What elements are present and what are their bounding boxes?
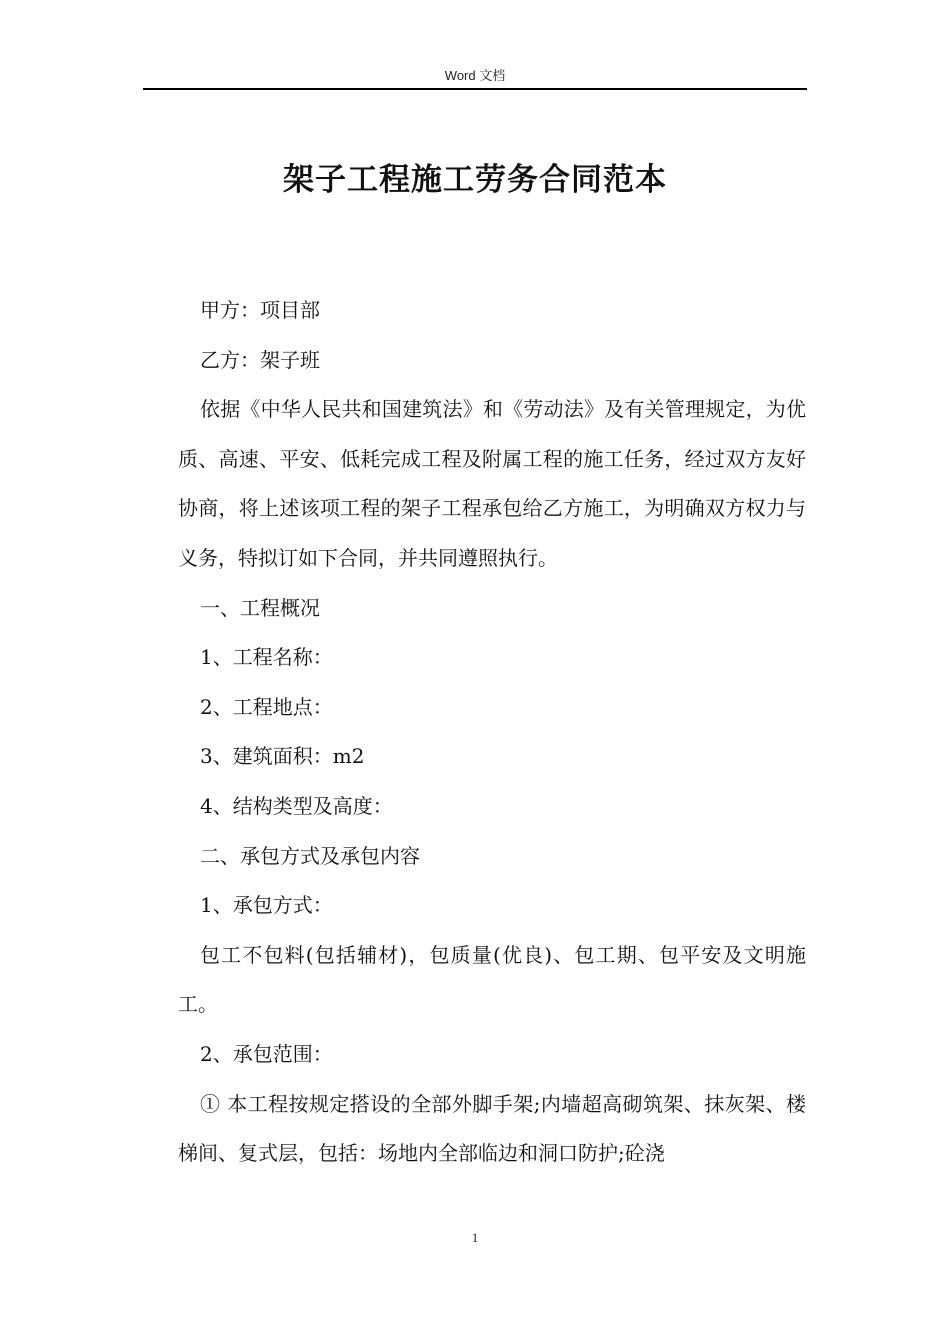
paragraph-party-a: 甲方：项目部 xyxy=(200,298,320,322)
header-label: Word 文档 xyxy=(444,68,506,83)
list-item-contract-scope: 2、承包范围： xyxy=(200,1041,333,1066)
paragraph-contract-method-detail: 包工不包料(包括辅材)，包质量(优良)、包工期、包平安及文明施工。 xyxy=(178,942,806,1017)
paragraph-preamble: 依据《中华人民共和国建筑法》和《劳动法》及有关管理规定，为优质、高速、平安、低耗完成工程及附属工程的施工任务，经过双方友好协商，将上述该项工程的架子工程承包给乙方施工，为明确双方权力与义务，特拟订如下合同，并共同遵照执行。 xyxy=(178,397,806,570)
list-item-project-location: 2、工程地点： xyxy=(200,694,333,719)
page-number: 1 xyxy=(471,1230,479,1245)
paragraph-party-b: 乙方：架子班 xyxy=(200,347,320,372)
page-header xyxy=(143,66,807,90)
list-item-contract-method: 1、承包方式： xyxy=(200,893,333,918)
document-title: 架子工程施工劳务合同范本 xyxy=(283,162,667,198)
section-heading-contract-method: 二、承包方式及承包内容 xyxy=(200,843,420,868)
document-body xyxy=(178,286,806,1179)
list-item-building-area: 3、建筑面积：m2 xyxy=(200,744,365,769)
list-item-structure-type: 4、结构类型及高度： xyxy=(200,793,393,818)
list-item-project-name: 1、工程名称： xyxy=(200,645,333,670)
paragraph-scope-detail: ① 本工程按规定搭设的全部外脚手架;内墙超高砌筑架、抹灰架、楼梯间、复式层，包括：场地内全部临边和洞口防护;砼浇 xyxy=(178,1091,806,1166)
section-heading-overview: 一、工程概况 xyxy=(200,595,320,620)
